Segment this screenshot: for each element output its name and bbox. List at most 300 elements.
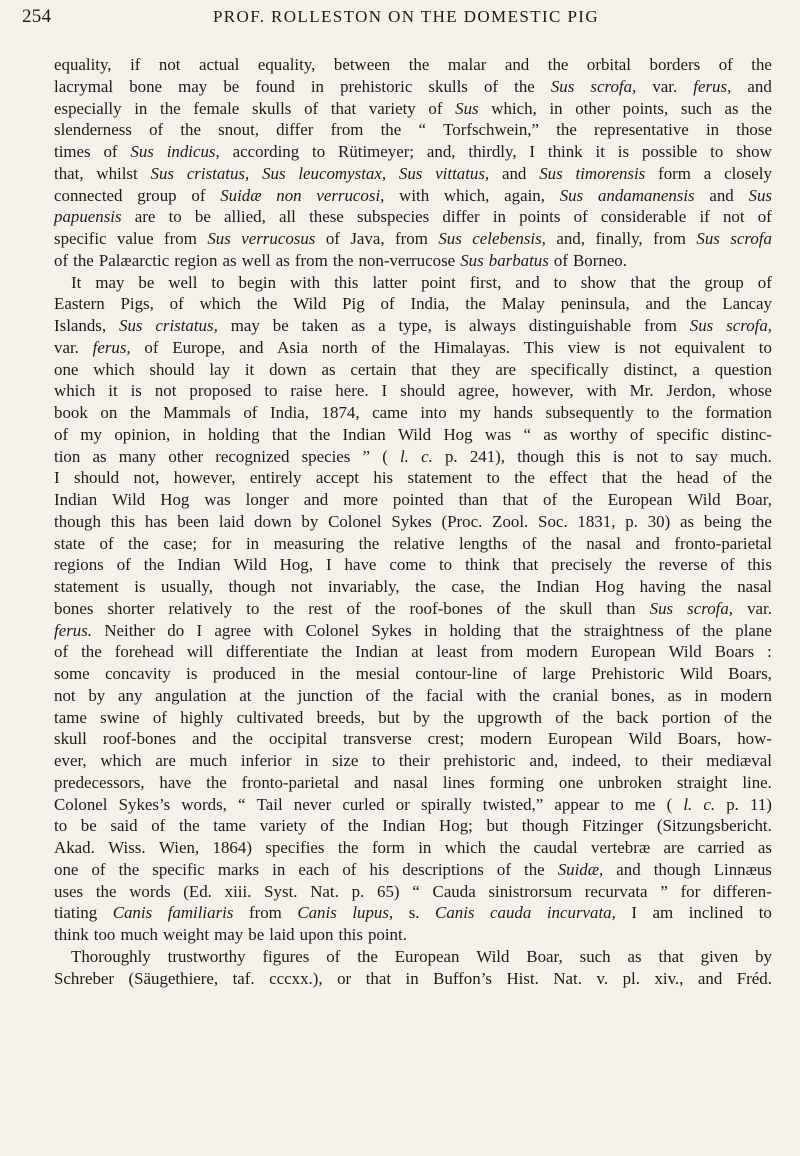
word: statement	[407, 468, 473, 488]
text-line	[54, 728, 772, 750]
text-line	[54, 641, 772, 663]
italic-word: Sus	[550, 76, 575, 96]
word: differ	[442, 207, 480, 227]
word: group	[137, 185, 177, 205]
word: of	[152, 707, 167, 727]
word: “	[238, 794, 246, 814]
word: any	[118, 685, 143, 705]
word: that	[502, 490, 528, 509]
word: I	[325, 555, 332, 575]
word: appear	[554, 794, 600, 814]
word: the	[143, 555, 165, 575]
word: it	[244, 359, 255, 379]
word: however,	[511, 381, 574, 401]
italic-word: verrucosi,	[316, 185, 385, 205]
text-line	[54, 489, 772, 511]
word: down	[254, 511, 292, 531]
word: Colonel	[305, 620, 360, 640]
italic-word: Sus	[455, 98, 479, 118]
text-line	[54, 315, 772, 337]
word: on	[100, 403, 118, 422]
word: from	[653, 229, 686, 248]
word: though	[521, 816, 569, 836]
word: to	[610, 794, 624, 814]
italic-word: Suidæ,	[557, 859, 604, 879]
word: is	[134, 577, 146, 596]
word: much	[189, 751, 228, 770]
word: in	[272, 859, 286, 879]
word: be	[194, 207, 211, 227]
word: as	[321, 359, 336, 379]
word: group	[704, 272, 744, 292]
word: their	[661, 751, 693, 770]
word: than	[606, 598, 636, 618]
word: words	[129, 881, 171, 901]
word: but	[486, 816, 509, 836]
word: the	[702, 620, 723, 640]
word: think	[54, 925, 89, 944]
word: 65)	[377, 881, 400, 901]
word: form	[658, 163, 691, 183]
word: variety	[368, 98, 416, 118]
word: as	[724, 98, 739, 118]
word: weight	[163, 925, 210, 944]
word: upgrowth	[477, 707, 542, 727]
word: will	[186, 642, 214, 662]
word: descriptions	[402, 859, 484, 879]
word: Sykes	[371, 620, 412, 640]
word: laid	[218, 511, 245, 531]
word: size	[332, 751, 359, 770]
word: fronto-parietal	[241, 772, 340, 792]
word: one	[558, 772, 584, 792]
word: of	[380, 294, 395, 314]
word: region	[174, 250, 218, 270]
word: whose	[728, 381, 772, 401]
word: cccxx.),	[269, 968, 323, 988]
word: specifically	[530, 359, 609, 379]
text-line	[54, 772, 772, 794]
word: and	[645, 294, 670, 314]
word: in	[182, 424, 196, 444]
word: certain	[350, 359, 397, 379]
word: Zool.	[492, 511, 529, 531]
word: should	[74, 468, 120, 488]
word: to	[264, 381, 278, 401]
word: many	[118, 446, 157, 466]
word: and	[709, 185, 734, 205]
word: nasal	[737, 577, 772, 596]
text-line	[54, 446, 772, 468]
word: the	[672, 403, 693, 422]
word: not	[290, 577, 313, 596]
word: as	[543, 424, 558, 444]
word: Hog	[160, 490, 190, 509]
word: north	[321, 337, 358, 357]
word: this	[338, 925, 363, 944]
word: Asia	[277, 337, 309, 357]
word: statement	[54, 577, 119, 596]
word: his	[369, 859, 390, 879]
word: whilst	[96, 163, 138, 183]
text-line	[54, 968, 772, 990]
word: Fitzinger	[582, 816, 644, 836]
word: bones,	[611, 685, 655, 705]
word: Mammals	[163, 403, 231, 422]
word: the	[380, 120, 402, 140]
word: relatively	[168, 598, 233, 618]
word: other	[168, 446, 204, 466]
word: in	[310, 76, 324, 96]
word: Syst.	[264, 881, 298, 901]
word: mediæval	[706, 751, 772, 770]
word: is	[612, 446, 625, 466]
word: of	[320, 816, 335, 836]
word: by	[88, 685, 106, 705]
word: that	[411, 359, 437, 379]
word: of	[371, 337, 386, 357]
word: Borneo.	[573, 250, 627, 270]
italic-word: scrofa	[730, 229, 772, 248]
italic-word: Suidæ	[220, 185, 262, 205]
text-line	[54, 206, 772, 228]
word: taken	[301, 316, 339, 335]
word: Rütimeyer;	[338, 142, 415, 161]
word: recognized	[215, 446, 290, 466]
word: Colonel	[54, 794, 108, 814]
word: rest	[308, 598, 333, 618]
text-line	[54, 272, 772, 294]
word: again,	[504, 185, 545, 205]
word: recurvata	[584, 881, 648, 901]
word: they	[451, 359, 481, 379]
word: that	[601, 468, 628, 488]
text-line	[54, 54, 772, 76]
word: (Ed.	[183, 881, 212, 901]
word: 1864)	[212, 838, 252, 857]
italic-word: Sus	[559, 185, 584, 205]
word: the	[625, 555, 646, 575]
word: be	[138, 272, 155, 292]
word: regions	[54, 555, 104, 575]
word: the	[95, 881, 117, 901]
word: var.	[747, 598, 772, 618]
word: between	[333, 55, 391, 74]
word: possible	[641, 142, 698, 161]
italic-word: lupus,	[352, 903, 394, 923]
word: spirally	[420, 794, 472, 814]
word: reverse	[658, 555, 708, 575]
word: of	[543, 490, 558, 509]
word: the	[701, 577, 722, 596]
word: down	[269, 359, 307, 379]
word: think	[465, 555, 500, 575]
italic-word: Sus	[649, 598, 674, 618]
word: :	[767, 642, 772, 662]
word: laid	[269, 925, 295, 944]
word: pointed	[392, 490, 444, 509]
word: Hog	[443, 424, 473, 444]
italic-word: ferus,	[92, 337, 131, 357]
word: a	[703, 163, 712, 183]
word: Colonel	[328, 511, 382, 531]
word: in	[305, 751, 319, 770]
word: of	[723, 707, 738, 727]
italic-word: Sus	[438, 229, 462, 248]
word: not	[639, 337, 661, 357]
word: back	[616, 707, 649, 727]
word: never	[293, 794, 332, 814]
word: of	[54, 642, 69, 662]
word: non-verrucose	[358, 250, 456, 270]
word: and	[515, 272, 540, 292]
italic-word: Canis	[435, 903, 475, 923]
word: the	[347, 816, 369, 836]
word: sinistrorsum	[488, 881, 572, 901]
word: cultivated	[236, 707, 304, 727]
text-line	[54, 924, 772, 946]
word: large	[542, 664, 576, 683]
text-line	[54, 467, 772, 489]
word: though	[653, 859, 701, 879]
word: finally,	[595, 229, 643, 248]
italic-word: ferus.	[54, 620, 93, 640]
word: may	[178, 76, 208, 96]
word: thirdly,	[468, 142, 517, 161]
word: that	[365, 968, 392, 988]
word: from	[248, 903, 282, 923]
word: 1874,	[321, 403, 360, 422]
italic-word: cristatus,	[186, 163, 250, 183]
word: which	[54, 381, 96, 401]
word: facial	[426, 685, 464, 705]
word: of	[428, 98, 443, 118]
italic-word: verrucosus	[241, 229, 316, 248]
word: of	[346, 598, 361, 618]
word: Wild	[668, 642, 702, 662]
word: in	[418, 838, 432, 857]
word: vertebræ	[591, 838, 651, 857]
word: from	[644, 316, 677, 335]
word: (Proc.	[441, 511, 483, 531]
word: I	[54, 468, 60, 488]
word: of	[243, 403, 258, 422]
word: Hist.	[506, 968, 539, 988]
word: closely	[724, 163, 772, 183]
word: the	[751, 511, 772, 531]
word: as	[627, 946, 642, 966]
word: holding	[207, 424, 260, 444]
italic-word: andamanensis	[597, 185, 695, 205]
italic-word: leucomystax,	[298, 163, 387, 183]
word: “	[418, 120, 426, 140]
text-line	[54, 685, 772, 707]
word: shorter	[107, 598, 155, 618]
word: but	[378, 707, 400, 727]
word: the	[550, 533, 572, 553]
word: of	[99, 533, 114, 553]
word: head	[676, 468, 709, 488]
word: lay	[209, 359, 230, 379]
word: the	[319, 664, 341, 683]
word: and	[192, 729, 217, 749]
word: Nat.	[310, 881, 339, 901]
word: Buffon’s	[433, 968, 492, 988]
word: though	[517, 446, 565, 466]
word: Wiss.	[108, 838, 146, 857]
word: of	[720, 555, 735, 575]
word: are	[663, 838, 685, 857]
word: it	[108, 381, 118, 401]
word: of	[326, 946, 341, 966]
italic-word: c.	[421, 446, 433, 466]
italic-word: scrofa,	[726, 316, 772, 335]
word: to	[312, 142, 326, 161]
word: one	[54, 859, 79, 879]
word: the	[332, 250, 354, 270]
word: how-	[737, 729, 772, 749]
italic-word: papuensis	[54, 207, 122, 227]
word: case,	[451, 577, 485, 596]
word: modern	[526, 642, 578, 662]
italic-word: Sus	[539, 163, 563, 183]
word: relative	[393, 533, 445, 553]
word: tiating	[54, 903, 98, 923]
word: Wild	[112, 490, 146, 509]
text-line	[54, 402, 772, 424]
word: other	[575, 98, 610, 118]
word: and	[504, 55, 530, 74]
word: has	[144, 511, 168, 531]
word: roof-bones	[102, 729, 177, 749]
word: the	[309, 424, 331, 444]
word: should	[400, 381, 446, 401]
word: by	[301, 511, 319, 531]
word: female	[193, 98, 240, 118]
italic-word: l.	[399, 446, 409, 466]
word: the	[572, 490, 593, 509]
word: carried	[697, 838, 745, 857]
word: Wien,	[158, 838, 200, 857]
word: ”	[660, 881, 668, 901]
word: concavity	[105, 664, 171, 683]
word: the	[408, 55, 430, 74]
word: subsequently	[545, 403, 634, 422]
text-line	[54, 119, 772, 141]
italic-word: Sus	[130, 142, 154, 161]
word: first,	[469, 272, 502, 292]
word: Boar,	[735, 490, 772, 509]
page-header	[22, 6, 770, 36]
word: the	[514, 468, 535, 488]
word: of	[553, 250, 568, 270]
word: me	[634, 794, 656, 814]
word: state	[54, 533, 85, 553]
word: predecessors,	[54, 772, 145, 792]
word: may	[95, 272, 125, 292]
word: and,	[556, 229, 585, 248]
word: lacrymal	[54, 76, 114, 96]
word: specific	[656, 424, 709, 444]
word: lengths	[458, 533, 508, 553]
word: of	[573, 207, 588, 227]
word: distinguishable	[528, 316, 632, 335]
word: I	[381, 381, 388, 401]
word: always	[468, 316, 516, 335]
word: is	[617, 142, 630, 161]
word: case;	[163, 533, 198, 553]
word: Tail	[256, 794, 283, 814]
word: this	[110, 511, 136, 531]
word: that	[512, 555, 539, 575]
word: of	[54, 424, 69, 444]
word: which,	[443, 185, 490, 205]
text-line	[54, 185, 772, 207]
italic-word: scrofa,	[590, 76, 637, 96]
word: and	[239, 337, 264, 357]
word: “	[412, 881, 420, 901]
word: are	[495, 359, 516, 379]
word: the	[73, 250, 94, 270]
italic-word: Sus	[207, 229, 231, 248]
word: p.	[625, 511, 638, 531]
word: have	[159, 772, 192, 792]
word: India,	[270, 403, 309, 422]
word: twisted,”	[482, 794, 544, 814]
word: of	[144, 337, 159, 357]
italic-word: ferus,	[693, 76, 732, 96]
word: Malay	[501, 294, 545, 314]
word: as	[667, 685, 682, 705]
word: a	[692, 359, 700, 379]
word: Wild	[476, 946, 510, 966]
word: of	[54, 250, 69, 270]
text-line	[54, 554, 772, 576]
word: I	[196, 620, 203, 640]
word: Indian	[536, 577, 580, 596]
word: the	[118, 859, 140, 879]
word: to	[486, 468, 500, 488]
word: to	[670, 446, 684, 466]
word: fronto-parietal	[674, 533, 772, 553]
word: be	[248, 925, 265, 944]
word: am	[652, 903, 674, 923]
word: the	[178, 816, 200, 836]
word: European	[590, 642, 656, 662]
word: and,	[426, 142, 456, 161]
word: begin	[238, 272, 277, 292]
word: be	[223, 76, 240, 96]
word: a	[378, 316, 386, 335]
word: to	[646, 403, 660, 422]
word: slenderness	[54, 120, 132, 140]
word: 30)	[647, 511, 671, 531]
text-line	[54, 163, 772, 185]
italic-word: Canis	[297, 903, 337, 923]
word: being	[703, 511, 742, 531]
word: the	[465, 294, 486, 314]
word: (Säugethiere,	[128, 968, 219, 988]
italic-word: Canis	[112, 903, 153, 923]
word: came	[372, 403, 408, 422]
word: of	[169, 294, 184, 314]
word: allied,	[224, 207, 266, 227]
word: skull	[559, 598, 593, 618]
word: agree,	[458, 381, 499, 401]
word: specific	[54, 229, 107, 248]
word: may	[230, 316, 260, 335]
word: Boars,	[728, 664, 772, 683]
